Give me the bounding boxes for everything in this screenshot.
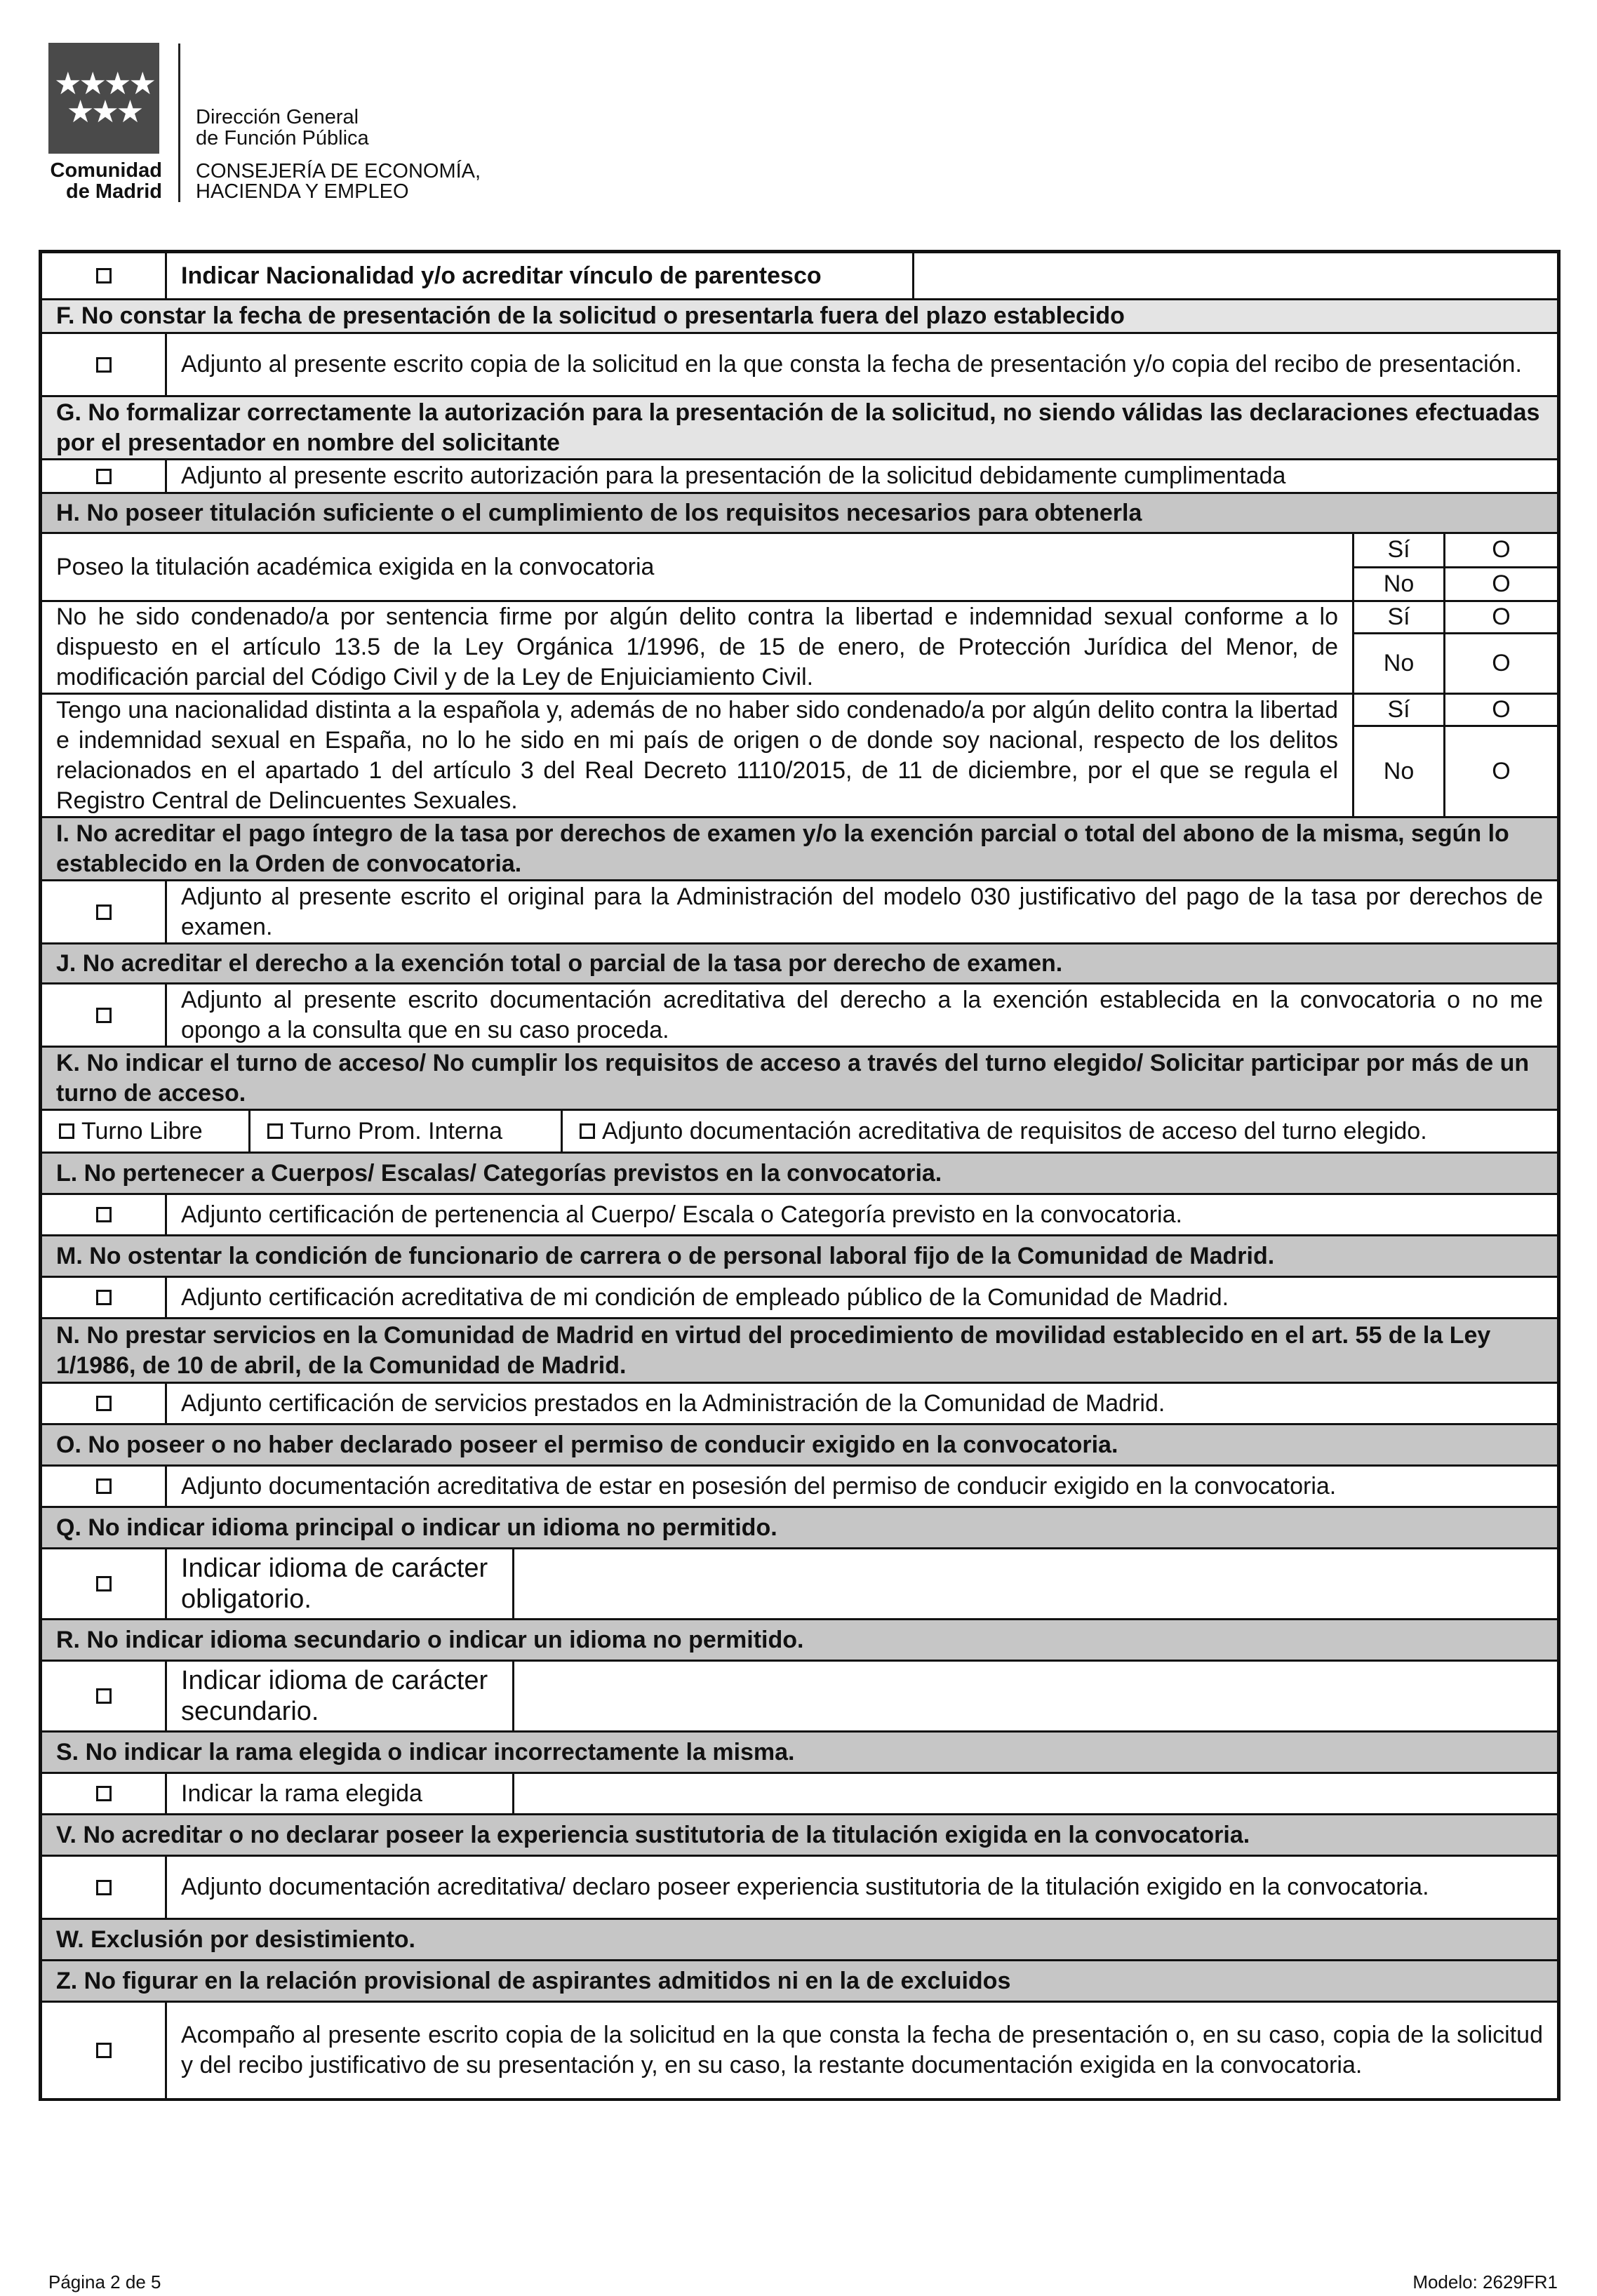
radio-option-no[interactable] [1354,727,1557,816]
option-label: Adjunto al presente escrito copia de la solicitud en la que consta la fecha de presentación y/o copia del recibo de presentación. [181,351,1522,378]
option-row [42,334,1557,397]
form-table [39,250,1561,2101]
option-label: Adjunto al presente escrito documentación acreditativa del derecho a la exención establecida en la convocatoria o no me opongo a la consulta que en su caso proceda. [181,986,1543,1043]
logo-name [46,160,162,202]
section-header: R. No indicar idioma secundario o indicar un idioma no permitido. [42,1620,1557,1662]
checkbox-cell[interactable] [42,334,167,395]
checkbox-cell[interactable] [42,1549,167,1618]
option-row [42,1549,1557,1620]
org-line: Dirección General [196,106,359,128]
option-row [42,2003,1557,2098]
declaration-text: Poseo la titulación académica exigida en la convocatoria [56,553,655,580]
radio-option-no[interactable] [1354,634,1557,693]
option-label: Adjunto al presente escrito el original para la Administración del modelo 030 justificativo del pago de la tasa por derechos de examen. [181,883,1543,940]
text-input[interactable] [514,1549,1557,1618]
checkbox[interactable] [96,469,112,484]
logo-line: de Madrid [66,180,162,203]
stars-icon: ★★★★ [54,67,154,101]
checkbox[interactable] [96,1479,112,1494]
checkbox[interactable] [96,2043,112,2058]
dept-line: CONSEJERÍA DE ECONOMÍA, [196,160,481,182]
radio-button[interactable]: O [1492,758,1511,785]
checkbox[interactable] [96,357,112,373]
checkbox[interactable] [96,1688,112,1704]
radio-label: Sí [1354,534,1445,566]
field-label: Indicar idioma de carácter secundario. [167,1662,514,1730]
logo-line: Comunidad [50,159,162,182]
declaration-text: Tengo una nacionalidad distinta a la española y, además de no haber sido condenado/a por algún delito contra la libertad e indemnidad sexual en España, no lo he sido en mi país de origen o de donde soy nacional, respecto de los delitos relacionados en el apartado 1 del artículo 3 del Real Decreto 1110/2015, de 11 de diciembre, por el que se regula el Registro Central de Delincuentes Sexuales. [56,696,1338,814]
section-header: N. No prestar servicios en la Comunidad de Madrid en virtud del procedimiento de movilidad establecido en el art. 55 de la Ley 1/1986, de 10 de abril, de la Comunidad de Madrid. [42,1319,1557,1384]
option-row [42,253,1557,300]
org-name [196,107,369,149]
checkbox[interactable] [96,1207,112,1222]
declaration-row [42,602,1557,695]
option-row [42,1384,1557,1425]
turno-option[interactable] [250,1111,563,1152]
radio-label: No [1354,568,1445,601]
section-header: V. No acreditar o no declarar poseer la experiencia sustitutoria de la titulación exigida en la convocatoria. [42,1815,1557,1857]
section-header: O. No poseer o no haber declarado poseer el permiso de conducir exigido en la convocatoria. [42,1425,1557,1467]
checkbox-cell[interactable] [42,1662,167,1730]
checkbox-cell[interactable] [42,253,167,298]
checkbox-cell[interactable] [42,1195,167,1234]
nationality-label: Indicar Nacionalidad y/o acreditar vínculo de parentesco [167,253,914,298]
org-line: de Función Pública [196,127,369,149]
checkbox-cell[interactable] [42,1467,167,1506]
option-row [42,1278,1557,1319]
radio-option-yes[interactable] [1354,534,1557,568]
radio-button[interactable]: O [1492,650,1511,676]
option-label: Adjunto certificación acreditativa de mi condición de empleado público de la Comunidad de Madrid. [181,1283,1229,1311]
option-label: Adjunto certificación de servicios prestados en la Administración de la Comunidad de Madrid. [181,1389,1165,1417]
checkbox-cell[interactable] [42,2003,167,2098]
checkbox-cell[interactable] [42,1278,167,1317]
radio-option-yes[interactable] [1354,695,1557,727]
radio-label: No [1354,727,1445,816]
option-label: Acompaño al presente escrito copia de la solicitud en la que consta la fecha de presentación o, en su caso, copia de la solicitud y del recibo justificativo de su presentación y, en su caso, la restante documentación exigida en la convocatoria. [181,2022,1543,2078]
option-label: Adjunto documentación acreditativa de requisitos de acceso del turno elegido. [602,1117,1427,1144]
radio-button[interactable]: O [1492,603,1511,630]
declaration-row [42,695,1557,818]
option-row [42,881,1557,945]
option-label: Adjunto al presente escrito autorización para la presentación de la solicitud debidamente cumplimentada [181,462,1286,489]
yes-no-choice [1352,534,1557,600]
section-header: Q. No indicar idioma principal o indicar un idioma no permitido. [42,1508,1557,1549]
radio-label: No [1354,634,1445,693]
option-row [42,985,1557,1048]
section-header: Z. No figurar en la relación provisional de aspirantes admitidos ni en la de excluidos [42,1961,1557,2003]
radio-label: Sí [1354,695,1445,725]
section-header: K. No indicar el turno de acceso/ No cumplir los requisitos de acceso a través del turno elegido/ Solicitar participar por más de un turno de acceso. [42,1048,1557,1111]
yes-no-choice [1352,695,1557,816]
option-label: Adjunto documentación acreditativa de estar en posesión del permiso de conducir exigido en la convocatoria. [181,1472,1337,1500]
checkbox-cell[interactable] [42,460,167,492]
option-row [42,1195,1557,1236]
text-input[interactable] [514,1662,1557,1730]
option-label: Adjunto documentación acreditativa/ declaro poseer experiencia sustitutoria de la titulación exigido en la convocatoria. [181,1874,1429,1900]
page-number: Página 2 de 5 [48,2271,161,2292]
option-row [42,1857,1557,1920]
radio-option-no[interactable] [1354,568,1557,601]
section-header: M. No ostentar la condición de funcionario de carrera o de personal laboral fijo de la Comunidad de Madrid. [42,1236,1557,1278]
model-code: Modelo: 2629FR1 [1412,2271,1558,2292]
option-label: Adjunto certificación de pertenencia al Cuerpo/ Escala o Categoría previsto en la convocatoria. [181,1201,1182,1228]
checkbox-cell[interactable] [42,881,167,942]
declaration-text: No he sido condenado/a por sentencia firme por algún delito contra la libertad e indemnidad sexual conforme a lo dispuesto en el artículo 13.5 de la Ley Orgánica 1/1996, de 15 de enero, de Protección Jurídica del Menor, de modificación parcial del Código Civil y de la Ley de Enjuiciamiento Civil. [56,603,1338,690]
section-header: S. No indicar la rama elegida o indicar incorrectamente la misma. [42,1733,1557,1774]
section-header: G. No formalizar correctamente la autorización para la presentación de la solicitud, no siendo válidas las declaraciones efectuadas por el presentador en nombre del solicitante [42,397,1557,460]
radio-option-yes[interactable] [1354,602,1557,634]
checkbox[interactable] [96,1576,112,1591]
section-header: W. Exclusión por desistimiento. [42,1920,1557,1961]
checkbox[interactable] [96,1396,112,1411]
checkbox[interactable] [59,1123,74,1139]
option-row [42,460,1557,494]
logo [48,43,159,154]
department-name [196,161,481,202]
field-label: Indicar la rama elegida [167,1774,514,1813]
checkbox-cell[interactable] [42,1774,167,1813]
turno-option[interactable] [563,1111,1557,1152]
checkbox-cell[interactable] [42,985,167,1046]
checkbox[interactable] [96,1786,112,1801]
option-label: Turno Prom. Interna [290,1117,502,1144]
field-label: Indicar idioma de carácter obligatorio. [167,1549,514,1618]
dept-line: HACIENDA Y EMPLEO [196,180,409,203]
stars-icon: ★★★ [66,95,142,129]
section-header: J. No acreditar el derecho a la exención total o parcial de la tasa por derecho de examen. [42,945,1557,985]
option-row [42,1662,1557,1733]
checkbox[interactable] [96,1008,112,1023]
turno-option[interactable] [42,1111,250,1152]
radio-button[interactable]: O [1492,696,1511,723]
checkbox[interactable] [96,905,112,920]
radio-button[interactable]: O [1492,536,1511,563]
checkbox[interactable] [267,1123,283,1139]
section-header: L. No pertenecer a Cuerpos/ Escalas/ Categorías previstos en la convocatoria. [42,1154,1557,1195]
radio-button[interactable]: O [1492,570,1511,597]
declaration-row [42,534,1557,602]
yes-no-choice [1352,602,1557,693]
checkbox-cell[interactable] [42,1857,167,1918]
divider [178,44,180,202]
section-header: I. No acreditar el pago íntegro de la tasa por derechos de examen y/o la exención parcial o total del abono de la misma, según lo establecido en la Orden de convocatoria. [42,818,1557,881]
checkbox[interactable] [96,1290,112,1305]
option-label: Turno Libre [81,1117,203,1144]
checkbox[interactable] [96,1880,112,1895]
checkbox-cell[interactable] [42,1384,167,1423]
text-input[interactable] [514,1774,1557,1813]
checkbox[interactable] [96,268,112,283]
option-row [42,1774,1557,1815]
option-row [42,1111,1557,1154]
radio-label: Sí [1354,602,1445,632]
option-row [42,1467,1557,1508]
checkbox[interactable] [580,1123,595,1139]
nationality-input[interactable] [914,253,1557,298]
section-header: F. No constar la fecha de presentación de la solicitud o presentarla fuera del plazo establecido [42,300,1557,334]
section-header: H. No poseer titulación suficiente o el cumplimiento de los requisitos necesarios para obtenerla [42,494,1557,534]
